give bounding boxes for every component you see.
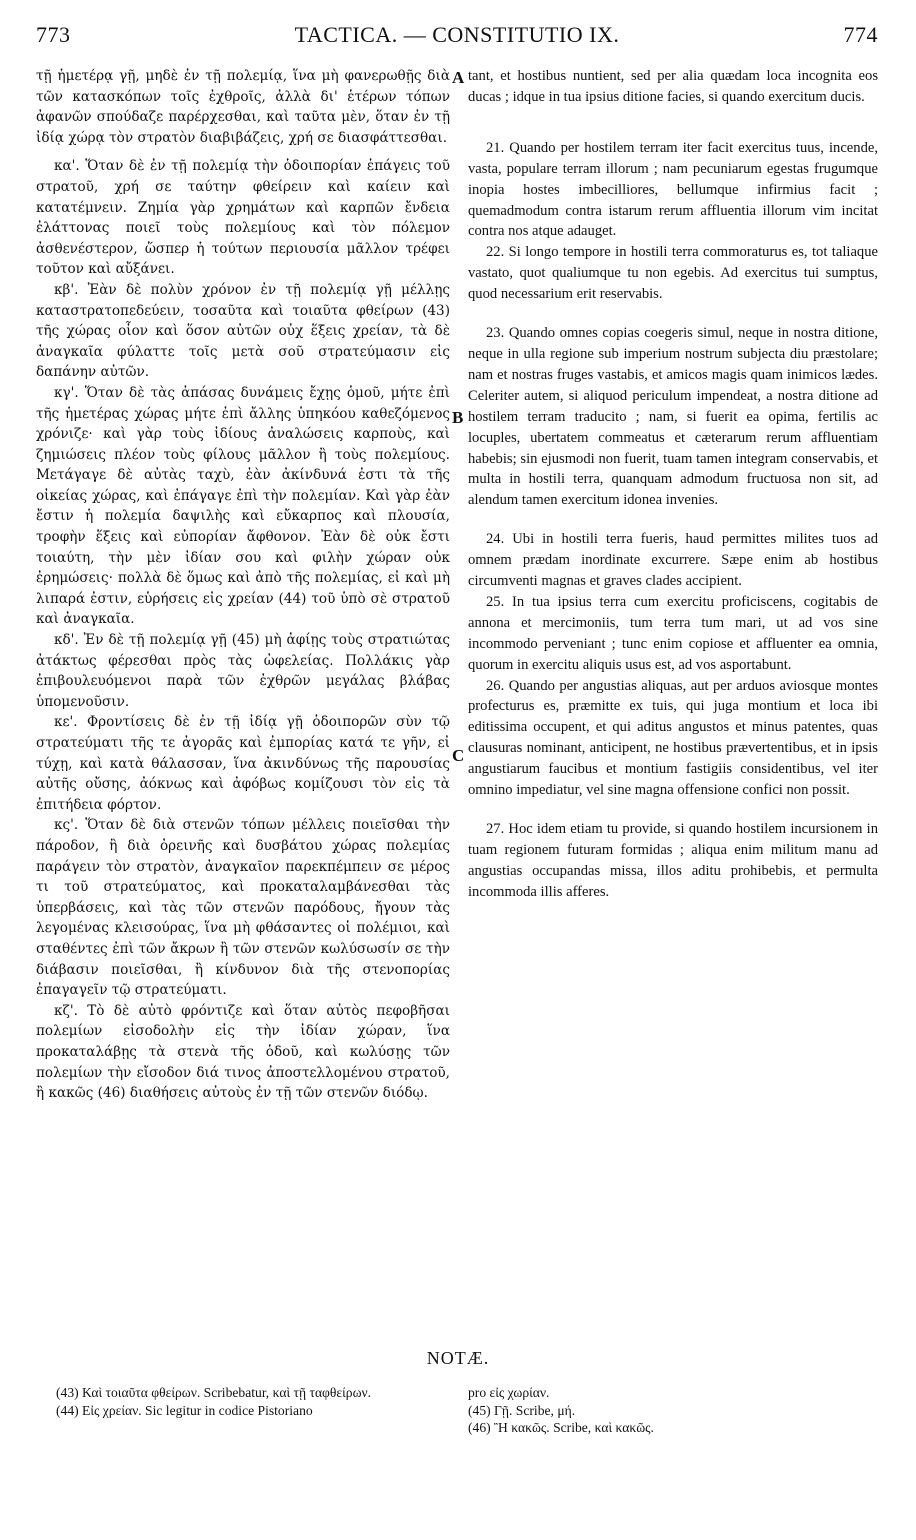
- notes-left-column: [56, 1384, 452, 1419]
- greek-paragraph: κζ'. Τὸ δὲ αὐτὸ φρόντιζε καὶ ὅταν αὐτὸς πεφοβῆσαι πολεμίων εἰσοδολὴν εἰς τὴν ἰδίαν χώραν, ἵνα προκαταλάβῃς τὰ στενὰ τῆς ὁδοῦ, καὶ κωλύσῃς τῶν πολεμίων τὴν εἴσοδον διά τινος ἀποστελλομένου στρατοῦ, ἢ κακῶς (46) διαθήσεις αὐτοὺς ἐν τῇ τῶν στενῶν διόδῳ.: [36, 1002, 450, 1102]
- greek-column: [36, 66, 450, 1104]
- notes-right-column: [468, 1384, 878, 1437]
- footnote: (45) Γῇ. Scribe, μή.: [468, 1402, 576, 1418]
- latin-paragraph: 22. Si longo tempore in hostili terra commoraturus es, tot taliaque vastato, quot qualiumque tu non egebis. Ad exercitus tui sumptus, quod necessarium erit reservabis.: [468, 244, 878, 303]
- footnote: (44) Εἰς χρείαν. Sic legitur in codice Pistoriano: [56, 1402, 313, 1418]
- margin-letter-b: B: [452, 408, 464, 427]
- greek-paragraph: κε'. Φροντίσεις δὲ ἐν τῇ ἰδίᾳ γῇ ὁδοιπορῶν σὺν τῷ στρατεύματι τῆς τε ἀγορᾶς καὶ ἐμπορίας κατά τε γῆν, εἰ τύχῃ, καὶ κατὰ θάλασσαν, ἵνα ἀκινδύνως τῆς παρουσίας αὐτῆς οὔσης, ἀόκνως καὶ ἀφόβως κομίζουσι τὸν εἰς τὰ ἐπιτήδεια φόρτον.: [36, 714, 450, 813]
- greek-paragraph: κβ'. Ἐὰν δὲ πολὺν χρόνον ἐν τῇ πολεμίᾳ γῇ μέλλῃς καταστρατοπεδεύειν, τοσαῦτα καὶ τοιαῦτα φθείρων (43) τῆς χώρας οἷον καὶ ὅσον αὐτῶν οὐχ ἕξεις χρείαν, τὰ δὲ ἀναγκαῖα φύλαττε τοῖς μετὰ σοῦ στρατεύμασιν εἰς δαπάνην αὐτῶν.: [36, 281, 450, 381]
- greek-paragraph: κς'. Ὅταν δὲ διὰ στενῶν τόπων μέλλεις ποιεῖσθαι τὴν πάροδον, ἢ διὰ ὀρεινῆς καὶ δυσβάτου χώρας πολεμίας παράγειν τὸν στρατὸν, ἀναγκαῖον παρεκπέμπειν σε μέρος τι τοῦ στρατεύματος, καὶ προκαταλαμβάνεσθαι τὰς ὑπερβάσεις, καὶ τὰς τῶν στενῶν παρόδους, ἤγουν τὰς λεγομένας κλεισούρας, ἵνα μὴ φθάσαντες οἱ πολέμιοι, καὶ σταθέντες ἐπὶ τῶν ἄκρων ἢ τῶν στενῶν κωλύσωσίν σε τὴν διάβασιν ποιεῖσθαι, ἢ κίνδυνον διὰ τῆς στενοπορίας ἐπαγαγεῖν τῷ στρατεύματι.: [36, 817, 450, 999]
- latin-paragraph: 27. Hoc idem etiam tu provide, si quando hostilem incursionem in tuam regionem futuram formidas ; aliqua enim militum manu ad angustias occupandas missa, illos aditu prohibebis, et permulta incommoda illis afferes.: [468, 821, 878, 900]
- latin-paragraph: 21. Quando per hostilem terram iter facit exercitus tuus, incende, vasta, populare terram illorum ; nam pecuniarum egestas frugumque inopia hostes imbecilliores, bellumque infirmius facit ; quemadmodum contra istarum rerum affluentia illorum vim incitat contra nos atque adauget.: [468, 139, 878, 240]
- greek-paragraph: κα'. Ὅταν δὲ ἐν τῇ πολεμίᾳ τὴν ὁδοιπορίαν ἐπάγεις τοῦ στρατοῦ, χρή σε ταύτην φθείρειν καὶ καίειν καὶ κατατέμνειν. Ζημία γὰρ χρημάτων καὶ καρπῶν ἔνδεια ἐλάττονας ποιεῖ τοὺς πολεμίους καὶ τὸν πόλεμον ἀσθενέστερον, ὥσπερ ἡ τούτων περιουσία μᾶλλον τρέφει τοῦτον καὶ αὔξάνει.: [36, 158, 450, 278]
- margin-letter-a: A: [452, 68, 465, 87]
- latin-paragraph: 24. Ubi in hostili terra fueris, haud permittes milites tuos ad omnem prædam inordinate excurrere. Sæpe enim ab hostibus circumventi magnas et graves clades accipient.: [468, 531, 878, 590]
- footnote: pro εἰς χωρίαν.: [468, 1385, 550, 1400]
- latin-paragraph: 25. In tua ipsius terra cum exercitu proficiscens, cogitabis de annona et mercimoniis, tum terra tum mari, ut ad vos sine incommodo perveniant ; tunc enim copiose et affluenter ea omnia, quorum in exercitu aliquis usus est, ad vos asportabunt.: [468, 593, 878, 673]
- page-number-right: 774: [843, 22, 878, 47]
- greek-paragraph: κγ'. Ὅταν δὲ τὰς ἁπάσας δυνάμεις ἔχῃς ὁμοῦ, μήτε ἐπὶ τῆς ἡμετέρας χώρας μήτε ἐπὶ ἄλλης ὑπηκόου καθεζόμενος χρόνιζε· καὶ γὰρ τοὺς ἰδίους ἀναλώσεις καρποὺς, καὶ ζημιώσεις πλέον τοὺς φίλους μᾶλλον ἢ τοὺς πολεμίους. Μετάγαγε δὲ αὐτὰς ταχὺ, ἐὰν ἀκίνδυνά ἐστι τὰ τῆς οἰκείας χώρας, καὶ ἐπάγαγε ἐπὶ τὴν πολεμίαν. Καὶ γὰρ ἐὰν ἔστιν ἡ πολεμία δαψιλὴς καὶ εὔκαρπος καὶ πλουσία, τροφὴν ἕξεις καὶ εὐπορίαν ἄφθονον. Ἐὰν δὲ οὐκ ἔστι τοιαύτη, τὴν μὲν ἰδίαν σου καὶ φιλὴν χώραν οὐκ ἐρημώσεις· πολλὰ δὲ ὅμως καὶ ἀπὸ τῆς πολεμίας, εἰ καὶ μὴ λιπαρά ἐστιν, εὑρήσεις εἰς χρείαν (44) τοῦ ὑπὸ σὲ στρατοῦ καὶ ἀναγκαῖα.: [36, 384, 450, 628]
- latin-paragraph: tant, et hostibus nuntient, sed per alia quædam loca incognita eos ducas ; idque in tua ipsius ditione facies, si quando exercitum ducis.: [468, 68, 878, 105]
- latin-paragraph: 23. Quando omnes copias coegeris simul, neque in nostra ditione, neque in ulla regione sub imperium nostrum subjecta diu præstolare; nam et nostras fruges vastabis, et amicos magis quam inimicos lædes. Celeriter autem, si aliquod periculum impendeat, a nostra ditione ad hostilem terram traducito ; nam, si fuerit ea opima, fertilis ac locuples, ubertatem commeatus et cæterarum rerum affluentiam habebis; sin ejusmodi non fuerit, tuam tamen integram conservabis, et multa in hostili terra, quanquam admodum fructuosa non sit, ad alendum tamen exercitum idonea invenies.: [468, 325, 878, 509]
- margin-letter-c: C: [452, 746, 465, 765]
- running-title: TACTICA. — CONSTITUTIO IX.: [294, 22, 620, 47]
- footnote: (43) Καὶ τοιαῦτα φθείρων. Scribebatur, καὶ τῇ ταφθείρων.: [56, 1385, 372, 1400]
- page-header: [36, 14, 878, 50]
- latin-column: [468, 66, 878, 903]
- greek-paragraph: τῇ ἡμετέρᾳ γῇ, μηδὲ ἐν τῇ πολεμίᾳ, ἵνα μὴ φανερωθῇς διὰ τῶν κατασκόπων τοῖς ἐχθροῖς, ἀλλὰ δι' ἑτέρων τόπων ἀφανῶν σπούδαζε παρέρχεσθαι, καὶ ταῦτα μὲν, ὅταν ἐν τῇ ἰδίᾳ χώρᾳ τὸν στρατὸν διαβιβάζεις, χρή σε διασφάττεσθαι.: [36, 68, 450, 146]
- page-number-left: 773: [36, 22, 71, 47]
- notes-heading: NOTÆ.: [426, 1348, 490, 1368]
- latin-paragraph: 26. Quando per angustias aliquas, aut per arduos aviosque montes profecturus es, præmitte ex tuis, qui juga montium et loca ibi editissima occupent, et qui aditus angustos et minus patentes, quas clausuras nominant, anticipent, ne hostibus prævertentibus, et in ipsis angustiarum faucibus et montium fastigiis considentibus, vel iter omnino impediatur, vel sine magna offensione confici non possit.: [468, 677, 878, 799]
- greek-paragraph: κδ'. Ἐν δὲ τῇ πολεμίᾳ γῇ (45) μὴ ἀφίῃς τοὺς στρατιώτας ἀτάκτως φέρεσθαι πρὸς τὰς ὠφελείας. Πολλάκις γὰρ ἐπιβουλευόμενοι παρὰ τῶν ἐχθρῶν μεγάλας βλάβας ὑπομενοῦσιν.: [36, 632, 450, 710]
- footnote: (46) Ἢ κακῶς. Scribe, καὶ κακῶς.: [468, 1420, 654, 1435]
